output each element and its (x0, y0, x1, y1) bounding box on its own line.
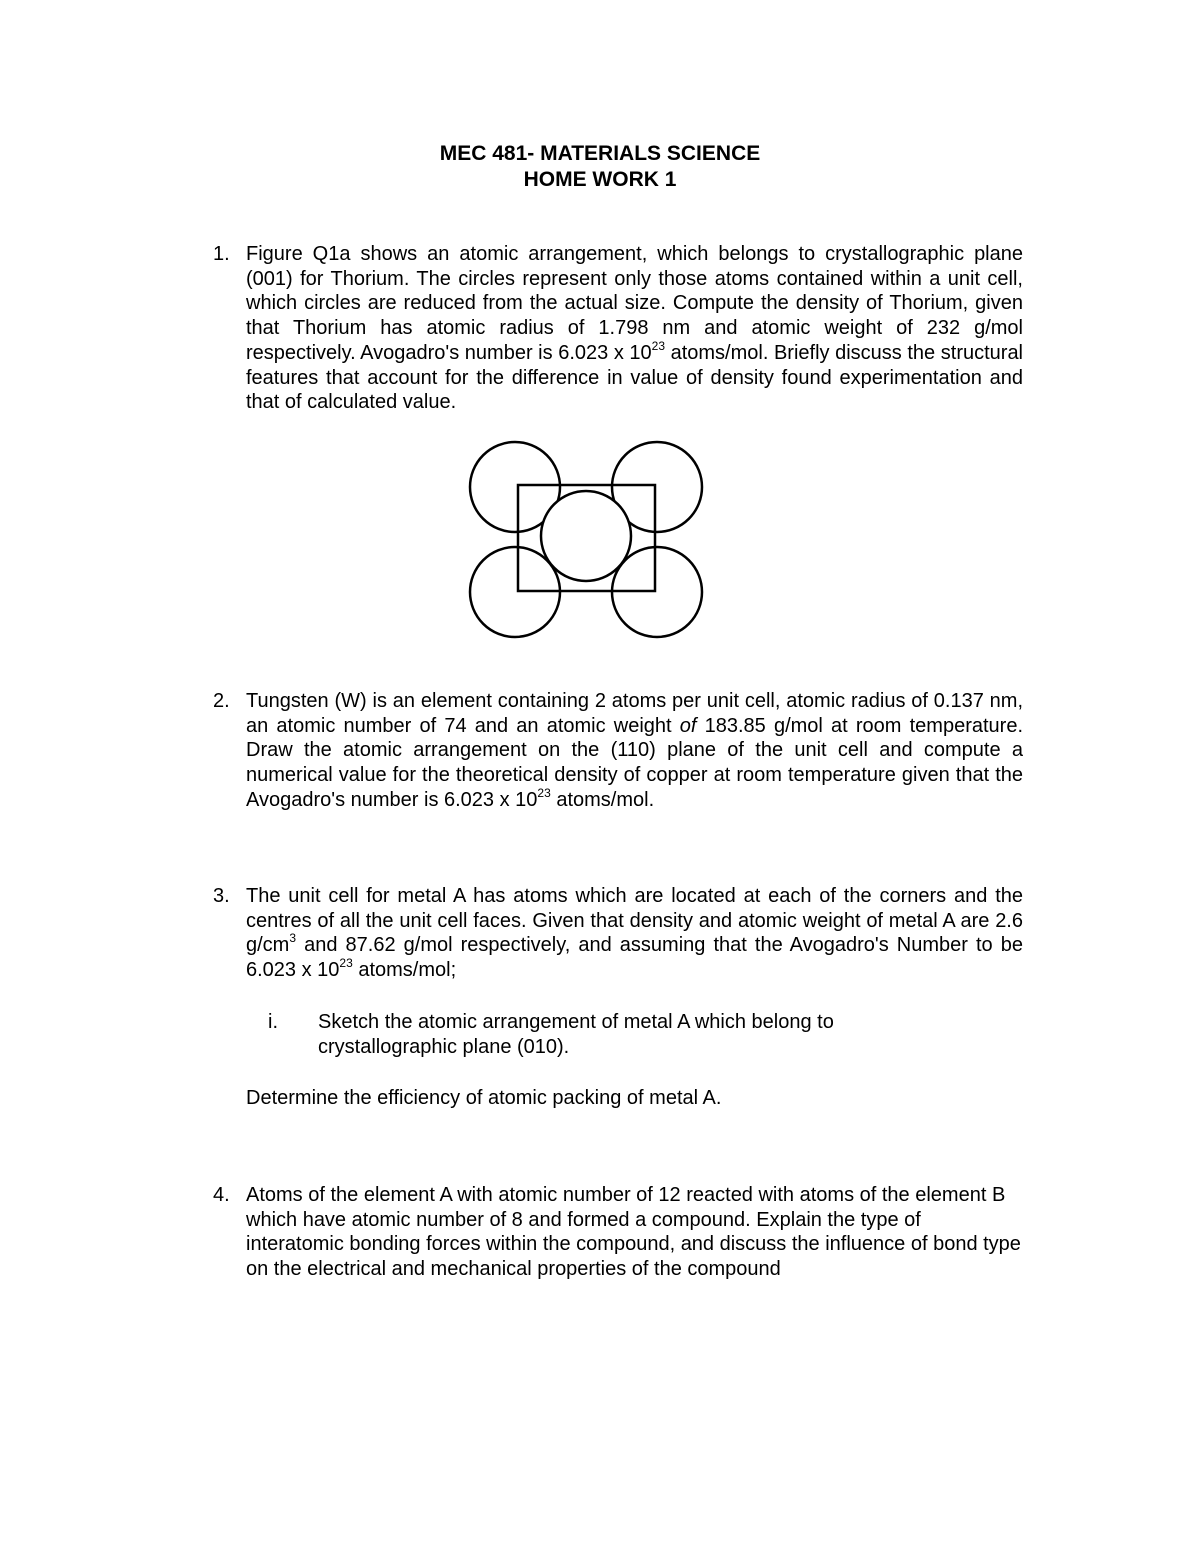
question-text-part: and 87.62 g/mol respectively, and assuming that the Avogadro's Number to be 6.023 x 10 (246, 934, 1023, 982)
question-number: 2. (213, 690, 230, 712)
atomic-arrangement-figure (460, 436, 720, 646)
follow-up-instruction: Determine the efficiency of atomic packing of metal A. (246, 1087, 722, 1109)
question-text (246, 884, 1023, 983)
question-text-part: 183.85 g/mol at room temperature. Draw the atomic arrangement on the (110) plane of the unit cell and compute a numerical value for the theoretical density of copper at room temperature given that the Avogadro's number is 6.023 x 10 (246, 714, 1023, 811)
question-text (246, 242, 1023, 415)
question-text (246, 689, 1023, 813)
question-text-part: atoms/mol; (352, 959, 457, 982)
center-atom (541, 491, 631, 581)
question-text-part: Figure Q1a shows an atomic arrangement, which belongs to crystallographic plane (001) for Thorium. The circles represent only those atoms contained within a unit cell, which circles are reduced from the actual size. Compute the density of Thorium, given that Thorium has atomic radius of 1.798 nm and atomic weight of 232 g/mol respectively. Avogadro's number is 6.023 x 10 (246, 243, 1023, 364)
question-text-part: Tungsten (W) is an element containing 2 atoms per unit cell, atomic radius of 0.137 nm, an atomic number of 74 and an atomic weight (246, 690, 1023, 737)
question-text-part: The unit cell for metal A has atoms which are located at each of the corners and the centres of all the unit cell faces. Given that density and atomic weight of metal A are 2.6 g/cm (246, 885, 1023, 957)
sub-question-marker: i. (268, 1011, 278, 1033)
exponent: 23 (339, 956, 353, 971)
question-number: 4. (213, 1184, 230, 1206)
exponent: 23 (651, 338, 666, 353)
question-number: 3. (213, 885, 230, 907)
course-title: MEC 481- MATERIALS SCIENCE (439, 142, 761, 165)
assignment-title: HOME WORK 1 (523, 168, 677, 191)
italic-word: of (679, 714, 697, 737)
sub-question-text: Sketch the atomic arrangement of metal A which belong to crystallographic plane (010). (318, 1011, 834, 1058)
question-text-part: atoms/mol. Briefly discuss the structural features that account for the difference in value of density found experimentation and that of calculated value. (246, 341, 1024, 414)
question-text-part: atoms/mol. (550, 788, 655, 811)
question-number: 1. (213, 243, 230, 265)
exponent: 23 (537, 785, 551, 800)
exponent: 3 (289, 931, 297, 946)
question-text: Atoms of the element A with atomic number of 12 reacted with atoms of the element B which have atomic number of 8 and formed a compound. Explain the type of interatomic bonding forces within the compound, and discuss the influence of bond type on the electrical and mechanical properties of the compound (246, 1184, 1021, 1281)
